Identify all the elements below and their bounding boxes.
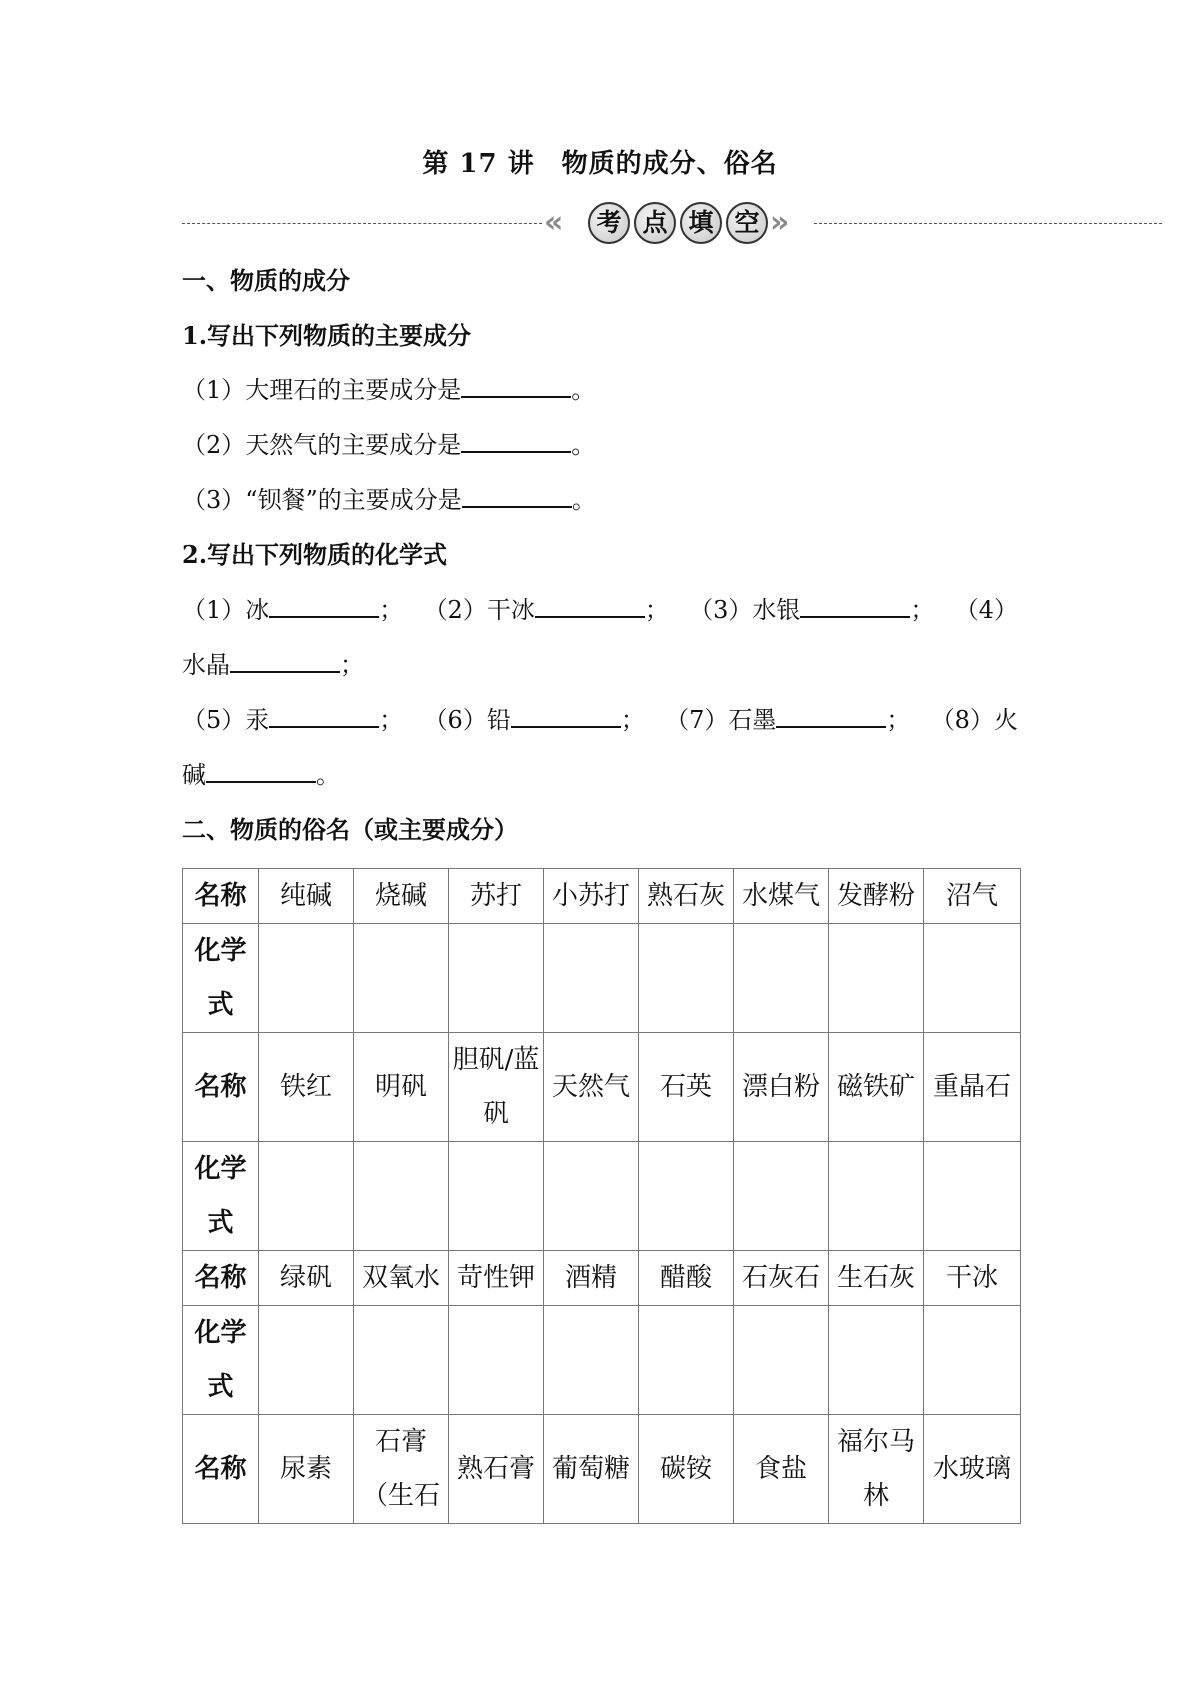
- substance-name-cell: 苏打: [449, 869, 544, 924]
- section-heading-2: 二、物质的俗名（或主要成分）: [182, 815, 518, 844]
- substance-name-cell: 生石灰: [829, 1251, 924, 1306]
- question-2-row-2: [182, 649, 364, 681]
- item-suffix: ；: [379, 706, 404, 734]
- formula-item: [689, 594, 934, 626]
- banner-char: 空: [726, 202, 768, 244]
- name-row: [183, 1251, 1021, 1306]
- formula-row: [183, 1142, 1021, 1251]
- formula-answer-cell[interactable]: [639, 1306, 734, 1415]
- chevron-right-icon: »: [770, 205, 790, 240]
- formula-answer-cell[interactable]: [259, 1306, 354, 1415]
- section-heading-1: 一、物质的成分: [182, 266, 350, 295]
- answer-blank[interactable]: [461, 374, 571, 398]
- formula-header-cell: 化学式: [183, 1306, 259, 1415]
- formula-row: [183, 1306, 1021, 1415]
- item-label: （2）干冰: [423, 596, 535, 624]
- item-suffix: ；: [340, 651, 364, 679]
- substance-name-cell: 绿矾: [259, 1251, 354, 1306]
- item-label: 碱: [182, 761, 206, 789]
- formula-answer-cell[interactable]: [354, 924, 449, 1033]
- formula-header-cell: 化学式: [183, 1142, 259, 1251]
- substance-name-cell: 纯碱: [259, 869, 354, 924]
- answer-blank[interactable]: [206, 759, 316, 783]
- question-2-row-1: [182, 594, 1018, 626]
- question-1-item-3: [182, 484, 596, 516]
- question-1-item-2: [182, 429, 595, 461]
- formula-answer-cell[interactable]: [639, 1142, 734, 1251]
- substance-name-cell: 重晶石: [924, 1033, 1021, 1142]
- answer-blank[interactable]: [461, 429, 571, 453]
- item-label: （7）石墨: [665, 706, 777, 734]
- name-header-cell: 名称: [183, 1251, 259, 1306]
- formula-answer-cell[interactable]: [259, 1142, 354, 1251]
- item-suffix: ；: [644, 596, 669, 624]
- substance-name-cell: 熟石灰: [639, 869, 734, 924]
- substance-name-cell: 漂白粉: [734, 1033, 829, 1142]
- item-suffix: 。: [571, 431, 596, 459]
- item-suffix: 。: [316, 761, 340, 789]
- item-suffix: ；: [886, 706, 911, 734]
- formula-item: [182, 594, 403, 626]
- item-label: （1）冰: [182, 596, 270, 624]
- banner-divider-right: [814, 223, 1162, 224]
- answer-blank[interactable]: [269, 704, 379, 728]
- formula-answer-cell[interactable]: [449, 924, 544, 1033]
- item-label: 水晶: [182, 651, 230, 679]
- formula-answer-cell[interactable]: [829, 1142, 924, 1251]
- substance-name-cell: 尿素: [259, 1415, 354, 1524]
- substance-name-cell: 石英: [639, 1033, 734, 1142]
- banner-title: [588, 200, 768, 248]
- substance-name-cell: 福尔马林: [829, 1415, 924, 1524]
- item-text: （2）天然气的主要成分是: [182, 431, 462, 459]
- page-title: 第 17 讲 物质的成分、俗名: [422, 149, 778, 179]
- table-body: [183, 869, 1021, 1524]
- name-row: [183, 869, 1021, 924]
- substance-name-cell: 葡萄糖: [544, 1415, 639, 1524]
- item-suffix: ；: [910, 596, 935, 624]
- substance-name-cell: 胆矾/蓝矾: [449, 1033, 544, 1142]
- substance-name-cell: 石膏（生石: [354, 1415, 449, 1524]
- item-suffix: ；: [620, 706, 645, 734]
- item-suffix: 。: [571, 376, 596, 404]
- banner-divider-left: [182, 223, 542, 224]
- formula-answer-cell[interactable]: [829, 1306, 924, 1415]
- substance-name-cell: 食盐: [734, 1415, 829, 1524]
- item-label: （3）水银: [689, 596, 801, 624]
- answer-blank[interactable]: [230, 649, 340, 673]
- formula-answer-cell[interactable]: [544, 1142, 639, 1251]
- question-2-row-3: [182, 704, 1018, 736]
- substance-name-cell: 铁红: [259, 1033, 354, 1142]
- substance-name-cell: 干冰: [924, 1251, 1021, 1306]
- item-suffix: ；: [379, 596, 404, 624]
- banner-char: 填: [680, 202, 722, 244]
- substance-name-cell: 石灰石: [734, 1251, 829, 1306]
- item-label: （6）铅: [423, 706, 511, 734]
- item-text: （1）大理石的主要成分是: [182, 376, 462, 404]
- substance-name-cell: 苛性钾: [449, 1251, 544, 1306]
- formula-row: [183, 924, 1021, 1033]
- formula-answer-cell[interactable]: [544, 924, 639, 1033]
- formula-answer-cell[interactable]: [734, 924, 829, 1033]
- substance-name-cell: 磁铁矿: [829, 1033, 924, 1142]
- item-suffix: 。: [571, 486, 596, 514]
- formula-answer-cell[interactable]: [354, 1142, 449, 1251]
- answer-blank[interactable]: [535, 594, 645, 618]
- item-label: （5）汞: [182, 706, 270, 734]
- substance-name-cell: 双氧水: [354, 1251, 449, 1306]
- substance-name-cell: 碳铵: [639, 1415, 734, 1524]
- name-row: [183, 1415, 1021, 1524]
- question-1-heading: 1.写出下列物质的主要成分: [182, 321, 472, 350]
- substance-name-cell: 醋酸: [639, 1251, 734, 1306]
- formula-answer-cell[interactable]: [924, 1142, 1021, 1251]
- substance-name-cell: 熟石膏: [449, 1415, 544, 1524]
- question-2-heading: 2.写出下列物质的化学式: [182, 540, 448, 569]
- substance-name-cell: 烧碱: [354, 869, 449, 924]
- formula-answer-cell[interactable]: [924, 1306, 1021, 1415]
- item-text: （3）“钡餐”的主要成分是: [182, 486, 462, 514]
- name-row: [183, 1033, 1021, 1142]
- item-label: （4）: [954, 596, 1018, 624]
- substance-name-cell: 明矾: [354, 1033, 449, 1142]
- banner-char: 点: [634, 202, 676, 244]
- formula-answer-cell[interactable]: [354, 1306, 449, 1415]
- item-label: （8）火: [930, 706, 1018, 734]
- question-2-row-4: [182, 759, 340, 791]
- banner-char: 考: [588, 202, 630, 244]
- substance-name-cell: 天然气: [544, 1033, 639, 1142]
- names-table: [182, 868, 1021, 1524]
- formula-item: [182, 704, 403, 736]
- substance-name-cell: 发酵粉: [829, 869, 924, 924]
- answer-blank[interactable]: [269, 594, 379, 618]
- question-1-item-1: [182, 374, 595, 406]
- formula-answer-cell[interactable]: [924, 924, 1021, 1033]
- section-banner: [182, 200, 1162, 248]
- formula-answer-cell[interactable]: [639, 924, 734, 1033]
- formula-answer-cell[interactable]: [734, 1306, 829, 1415]
- name-header-cell: 名称: [183, 869, 259, 924]
- answer-blank[interactable]: [800, 594, 910, 618]
- formula-answer-cell[interactable]: [734, 1142, 829, 1251]
- substance-name-cell: 酒精: [544, 1251, 639, 1306]
- name-header-cell: 名称: [183, 1415, 259, 1524]
- substance-name-cell: 水玻璃: [924, 1415, 1021, 1524]
- substance-name-cell: 水煤气: [734, 869, 829, 924]
- formula-answer-cell[interactable]: [829, 924, 924, 1033]
- substance-name-cell: 小苏打: [544, 869, 639, 924]
- formula-item: [665, 704, 910, 736]
- formula-answer-cell[interactable]: [449, 1306, 544, 1415]
- formula-item: [424, 594, 669, 626]
- formula-answer-cell[interactable]: [544, 1306, 639, 1415]
- formula-header-cell: 化学式: [183, 924, 259, 1033]
- answer-blank[interactable]: [511, 704, 621, 728]
- substance-name-cell: 沼气: [924, 869, 1021, 924]
- answer-blank[interactable]: [462, 484, 572, 508]
- answer-blank[interactable]: [776, 704, 886, 728]
- formula-item: [424, 704, 645, 736]
- formula-answer-cell[interactable]: [449, 1142, 544, 1251]
- name-header-cell: 名称: [183, 1033, 259, 1142]
- chevron-left-icon: «: [544, 205, 564, 240]
- formula-answer-cell[interactable]: [259, 924, 354, 1033]
